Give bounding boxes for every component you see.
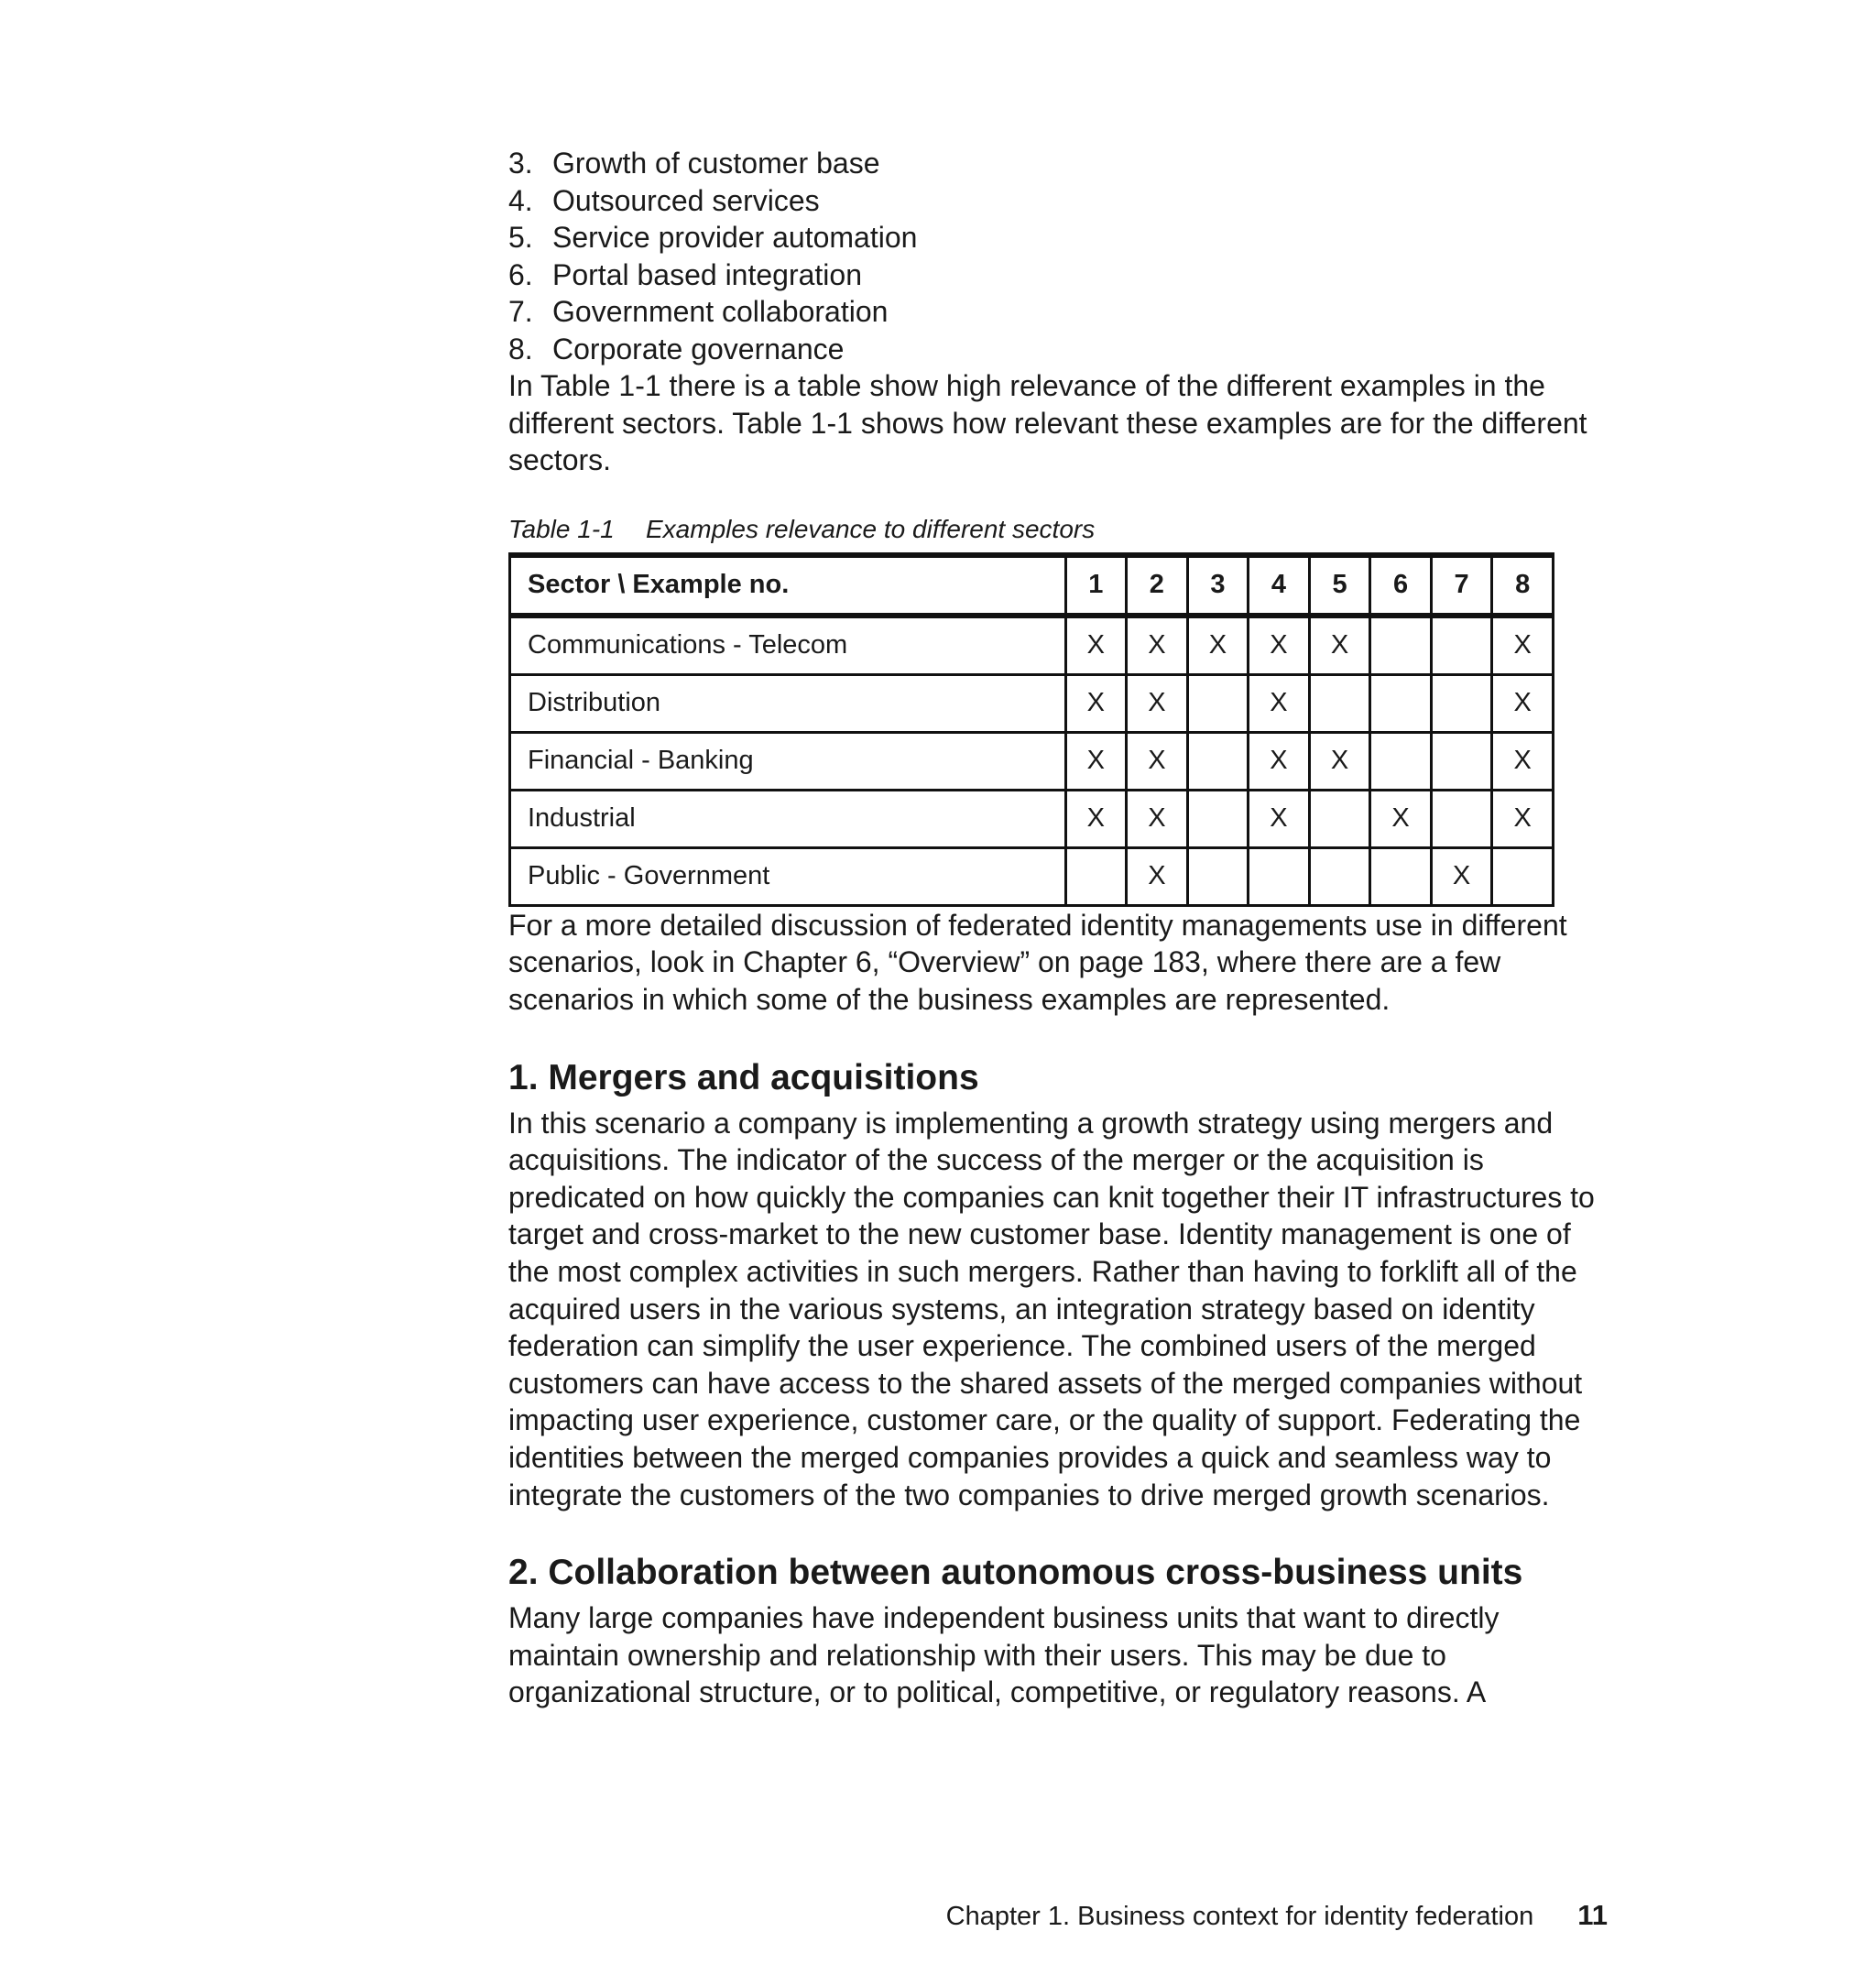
table-cell [1370, 847, 1432, 905]
table-cell: X [1249, 674, 1310, 732]
section-body: In this scenario a company is implementing a growth strategy using mergers and acquisitions. The indicator of the success of the merger or the acquisition is predicated on how quickly the companies can knit together their IT infrastructures to target and cross-market to the new customer base. Identity management is one of the most complex activities in such mergers. Rather than having to forklift all of the acquired users in the various systems, an integration strategy based on identity federation can simplify the user experience. The combined users of the merged customers can have access to the shared assets of the merged companies without impacting user experience, customer care, or the quality of support. Federating the identities between the merged companies provides a quick and seamless way to integrate the customers of the two companies to drive merged growth scenarios. [508, 1106, 1595, 1511]
table-cell [1065, 847, 1127, 905]
table-caption [508, 514, 1608, 545]
page-footer [508, 1900, 1608, 1932]
table-cell: X [1127, 847, 1188, 905]
table-cell [1309, 674, 1370, 732]
table-cell [1431, 790, 1492, 847]
list-item [508, 145, 1608, 182]
table-cell [1431, 732, 1492, 790]
table-cell [1187, 674, 1249, 732]
header-col: 8 [1492, 555, 1554, 616]
section-heading: 1. Mergers and acquisitions [508, 1057, 979, 1097]
list-item-text: Outsourced services [552, 183, 820, 217]
list-item-text: Growth of customer base [552, 147, 880, 180]
table-cell: X [1309, 732, 1370, 790]
intro-paragraph: In Table 1-1 there is a table show high relevance of the different examples in the different sectors. Table 1-1 shows how relevant these examples are for the different sectors. [508, 369, 1587, 477]
table-header-row [510, 555, 1554, 616]
table-cell: X [1492, 674, 1554, 732]
row-sector: Distribution [510, 674, 1066, 732]
list-item [508, 293, 1608, 331]
table-cell: X [1065, 790, 1127, 847]
footer-chapter: Chapter 1. Business context for identity federation [945, 1902, 1534, 1931]
table-row [510, 790, 1554, 847]
list-item-number: 3. [508, 147, 533, 180]
table-cell: X [1249, 732, 1310, 790]
row-sector: Public - Government [510, 847, 1066, 905]
table-row [510, 674, 1554, 732]
list-item [508, 219, 1608, 256]
table-cell: X [1065, 732, 1127, 790]
list-item [508, 331, 1608, 368]
table-cell [1370, 732, 1432, 790]
list-item [508, 182, 1608, 220]
example-list [508, 145, 1608, 367]
list-item-number: 5. [508, 221, 533, 254]
list-item-number: 4. [508, 183, 533, 217]
table-caption-title: Examples relevance to different sectors [646, 514, 1096, 543]
table-row [510, 847, 1554, 905]
table-cell: X [1127, 790, 1188, 847]
header-col: 2 [1127, 555, 1188, 616]
row-sector: Financial - Banking [510, 732, 1066, 790]
table-cell [1431, 674, 1492, 732]
table-cell [1249, 847, 1310, 905]
table-row [510, 616, 1554, 675]
list-item [508, 256, 1608, 294]
table-cell: X [1249, 616, 1310, 675]
table-cell: X [1065, 674, 1127, 732]
header-col: 5 [1309, 555, 1370, 616]
page-content [508, 145, 1608, 1711]
table-cell: X [1492, 616, 1554, 675]
row-sector: Industrial [510, 790, 1066, 847]
header-col: 4 [1249, 555, 1310, 616]
header-sector: Sector \ Example no. [510, 555, 1066, 616]
section-heading: 2. Collaboration between autonomous cross-business units [508, 1553, 1523, 1593]
table-cell [1309, 790, 1370, 847]
row-sector: Communications - Telecom [510, 616, 1066, 675]
table-cell: X [1370, 790, 1432, 847]
table-cell [1431, 616, 1492, 675]
table-cell [1187, 732, 1249, 790]
after-table-paragraph: For a more detailed discussion of federated identity managements use in different scenarios, look in Chapter 6, “Overview” on page 183, where there are a few scenarios in which some of the business examples are represented. [508, 908, 1567, 1016]
table-row [510, 732, 1554, 790]
header-col: 7 [1431, 555, 1492, 616]
header-col: 1 [1065, 555, 1127, 616]
list-item-text: Government collaboration [552, 295, 889, 328]
table-cell [1187, 847, 1249, 905]
table-cell [1187, 790, 1249, 847]
page-number: 11 [1577, 1899, 1608, 1931]
table-cell [1309, 847, 1370, 905]
header-col: 3 [1187, 555, 1249, 616]
relevance-table [508, 552, 1554, 907]
table-cell [1370, 674, 1432, 732]
list-item-text: Corporate governance [552, 332, 845, 366]
table-cell: X [1065, 616, 1127, 675]
list-item-number: 7. [508, 295, 533, 328]
table-cell: X [1492, 732, 1554, 790]
table-cell [1370, 616, 1432, 675]
table-cell: X [1127, 616, 1188, 675]
table-cell: X [1431, 847, 1492, 905]
section-body: Many large companies have independent business units that want to directly maintain ownership and relationship with their users. This may be due to organizational structure, or to political, competitive, or regulatory reasons. A [508, 1601, 1500, 1709]
table-cell: X [1187, 616, 1249, 675]
table-cell: X [1127, 674, 1188, 732]
list-item-number: 6. [508, 257, 533, 291]
list-item-text: Portal based integration [552, 257, 862, 291]
table-cell: X [1127, 732, 1188, 790]
table-cell [1492, 847, 1554, 905]
table-cell: X [1309, 616, 1370, 675]
list-item-text: Service provider automation [552, 221, 918, 254]
header-col: 6 [1370, 555, 1432, 616]
table-cell: X [1492, 790, 1554, 847]
table-caption-label: Table 1-1 [508, 514, 615, 543]
list-item-number: 8. [508, 332, 533, 366]
table-cell: X [1249, 790, 1310, 847]
